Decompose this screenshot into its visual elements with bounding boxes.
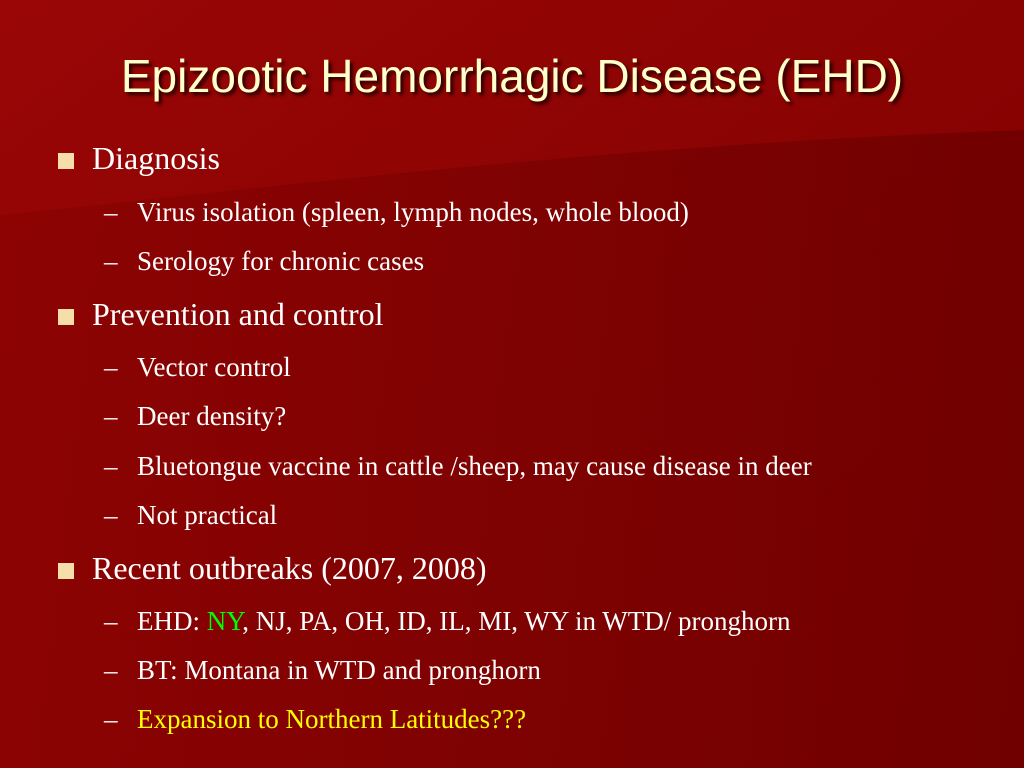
- list-item: Deer density?: [137, 401, 287, 431]
- section-heading-prevention: Prevention and control: [92, 296, 384, 332]
- item-prefix: EHD:: [137, 606, 207, 636]
- list-item: Bluetongue vaccine in cattle /sheep, may cause disease in deer: [137, 451, 812, 481]
- highlight-ny: NY: [206, 606, 243, 636]
- slide-title: Epizootic Hemorrhagic Disease (EHD): [120, 50, 904, 102]
- bullet-square-icon: [58, 153, 74, 169]
- dash-icon: –: [104, 352, 118, 382]
- list-item: Virus isolation (spleen, lymph nodes, whole blood): [137, 197, 689, 227]
- dash-icon: –: [104, 246, 118, 276]
- list-item: BT: Montana in WTD and pronghorn: [137, 655, 541, 685]
- bullet-square-icon: [58, 563, 74, 579]
- dash-icon: –: [104, 451, 118, 481]
- list-item: Not practical: [137, 500, 278, 530]
- list-item: Serology for chronic cases: [137, 246, 425, 276]
- dash-icon: –: [104, 401, 118, 431]
- dash-icon: –: [104, 197, 118, 227]
- list-item: [137, 605, 791, 637]
- bullet-square-icon: [58, 309, 74, 325]
- dash-icon: –: [104, 500, 118, 530]
- dash-icon: –: [104, 606, 118, 636]
- section-heading-diagnosis: Diagnosis: [92, 140, 220, 176]
- list-item-highlighted: Expansion to Northern Latitudes???: [137, 704, 527, 734]
- item-suffix: , NJ, PA, OH, ID, IL, MI, WY in WTD/ pronghorn: [242, 606, 791, 636]
- section-heading-outbreaks: Recent outbreaks (2007, 2008): [92, 550, 487, 586]
- list-item: Vector control: [137, 352, 291, 382]
- dash-icon: –: [104, 704, 118, 734]
- dash-icon: –: [104, 655, 118, 685]
